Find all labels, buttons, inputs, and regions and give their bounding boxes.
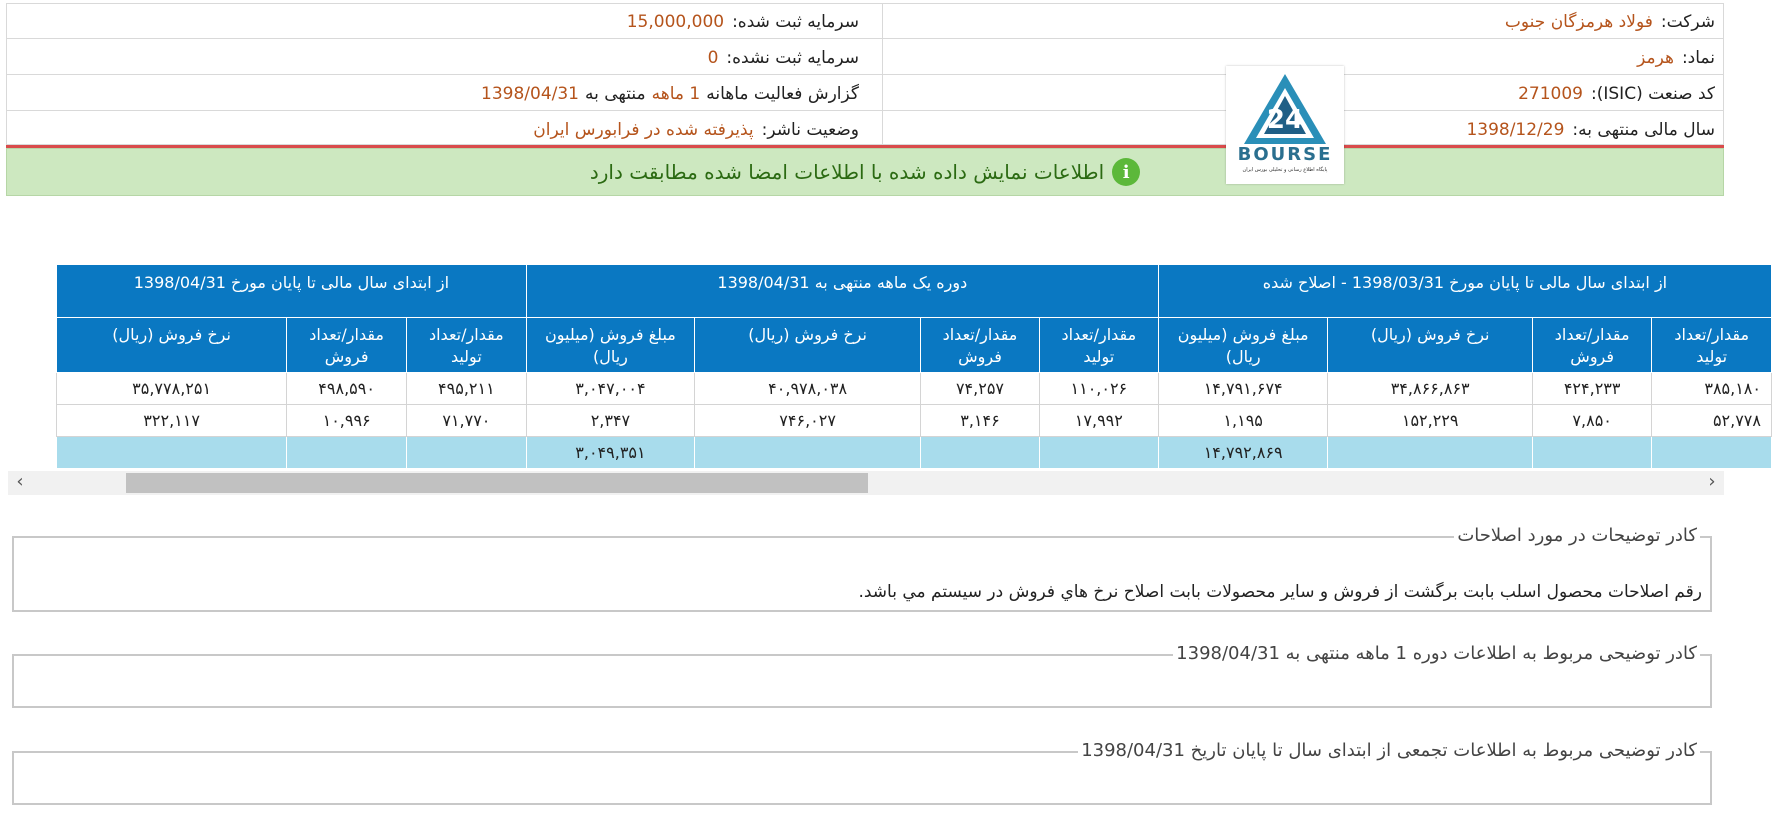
- table-cell: ۴۹۵,۲۱۱: [407, 373, 527, 405]
- fiscal-year-label: سال مالی منتهی به:: [1572, 119, 1715, 140]
- corrections-notes-box: [12, 525, 1712, 612]
- scrollbar-thumb[interactable]: [126, 473, 868, 493]
- total-cell: [1532, 437, 1652, 469]
- col-header: مقدار/تعداد تولید: [407, 318, 527, 373]
- table-cell: ۳۲۲,۱۱۷: [57, 405, 287, 437]
- publisher-status-label: وضعیت ناشر:: [761, 119, 859, 140]
- table-cell: ۳,۱۴۶: [921, 405, 1040, 437]
- table-row: [57, 405, 1772, 437]
- total-cell: [57, 437, 287, 469]
- total-cell: ۳,۰۴۹,۳۵۱: [526, 437, 694, 469]
- totals-row: [57, 437, 1772, 469]
- col-header: نرخ فروش (ریال): [695, 318, 921, 373]
- bourse-logo: [1226, 66, 1344, 184]
- corrections-notes-text: رقم اصلاحات محصول اسلب بابت برگشت از فروش و سایر محصولات بابت اصلاح نرخ هاي فروش در سيستم مي باشد.: [858, 582, 1702, 602]
- table-horizontal-scrollbar[interactable]: [8, 471, 1724, 495]
- company-cell: [1505, 4, 1715, 39]
- table-cell: ۳۴,۸۶۶,۸۶۳: [1328, 373, 1532, 405]
- table-cell: ۷۴,۲۵۷: [921, 373, 1040, 405]
- table-cell: ۳,۰۴۷,۰۰۴: [526, 373, 694, 405]
- unregistered-capital-cell: [708, 40, 859, 75]
- total-cell: ۱۴,۷۹۲,۸۶۹: [1158, 437, 1328, 469]
- table-cell: ۱۷,۹۹۲: [1039, 405, 1158, 437]
- table-cell: ۵۲,۷۷۸: [1652, 405, 1772, 437]
- table-cell: ۴۹۸,۵۹۰: [287, 373, 407, 405]
- table-cell: ۱۱۰,۰۲۶: [1039, 373, 1158, 405]
- registered-capital-label: سرمایه ثبت شده:: [732, 11, 859, 32]
- signature-match-notice: [6, 148, 1724, 196]
- unregistered-capital-value: 0: [707, 47, 719, 68]
- table-cell: ۱۴,۷۹۱,۶۷۴: [1158, 373, 1328, 405]
- report-title-period: 1 ماهه: [651, 83, 701, 104]
- bourse-logo-subtitle: پایگاه اطلاع رسانی و تحلیلی بورس ایران: [1242, 167, 1328, 173]
- col-header: مقدار/تعداد فروش: [921, 318, 1040, 373]
- notice-text: اطلاعات نمایش داده شده با اطلاعات امضا شده مطابقت دارد: [589, 160, 1105, 184]
- info-row-fiscal-year: [7, 112, 1723, 147]
- group-header-row: [57, 265, 1772, 318]
- total-cell: [921, 437, 1040, 469]
- total-cell: [407, 437, 527, 469]
- sub-header-row: [57, 318, 1772, 373]
- table-cell: ۳۵,۷۷۸,۲۵۱: [57, 373, 287, 405]
- col-header: نرخ فروش (ریال): [1328, 318, 1532, 373]
- symbol-cell: [1637, 40, 1715, 75]
- total-cell: [287, 437, 407, 469]
- isic-value: 271009: [1518, 83, 1583, 104]
- scroll-right-arrow-icon[interactable]: ›: [1708, 471, 1716, 492]
- corrections-notes-legend: کادر توضیحات در مورد اصلاحات: [1454, 525, 1700, 546]
- company-value: فولاد هرمزگان جنوب: [1504, 11, 1653, 32]
- col-header: نرخ فروش (ریال): [57, 318, 287, 373]
- table-cell: ۴۰,۹۷۸,۰۳۸: [695, 373, 921, 405]
- group-header-3: از ابتدای سال مالی تا پایان مورخ 1398/04/31: [57, 265, 527, 318]
- col-header: مبلغ فروش (میلیون ریال): [526, 318, 694, 373]
- report-title-mid: منتهی به: [585, 83, 646, 104]
- monthly-period-notes-legend: کادر توضیحی مربوط به اطلاعات دوره 1 ماهه منتهی به 1398/04/31: [1173, 643, 1700, 664]
- registered-capital-value: 15,000,000: [626, 11, 725, 32]
- table-cell: ۳۸۵,۱۸۰: [1652, 373, 1772, 405]
- table-cell: ۱۵۲,۲۲۹: [1328, 405, 1532, 437]
- bourse-logo-mark: [1226, 66, 1344, 146]
- table-cell: ۲,۳۴۷: [526, 405, 694, 437]
- isic-label: کد صنعت (ISIC):: [1591, 83, 1715, 104]
- col-header: مقدار/تعداد تولید: [1039, 318, 1158, 373]
- publisher-status-cell: [533, 112, 859, 147]
- col-header: مبلغ فروش (میلیون ریال): [1158, 318, 1328, 373]
- unregistered-capital-label: سرمایه ثبت نشده:: [726, 47, 859, 68]
- info-icon: i: [1112, 158, 1140, 186]
- table-cell: ۱,۱۹۵: [1158, 405, 1328, 437]
- company-info-panel: [6, 3, 1724, 145]
- table-cell: ۷۱,۷۷۰: [407, 405, 527, 437]
- fiscal-year-value: 1398/12/29: [1466, 119, 1565, 140]
- registered-capital-cell: [627, 4, 859, 39]
- info-row-company: [7, 4, 1723, 39]
- symbol-value: هرمز: [1637, 47, 1674, 68]
- group-header-1: از ابتدای سال مالی تا پایان مورخ 1398/03/31 - اصلاح شده: [1158, 265, 1771, 318]
- cumulative-notes-legend: کادر توضیحی مربوط به اطلاعات تجمعی از ابتدای سال تا پایان تاریخ 1398/04/31: [1078, 740, 1700, 761]
- col-header: مقدار/تعداد فروش: [287, 318, 407, 373]
- company-label: شرکت:: [1660, 11, 1715, 32]
- report-title-date: 1398/04/31: [481, 83, 579, 104]
- fiscal-year-cell: [1466, 112, 1715, 147]
- scroll-left-arrow-icon[interactable]: ‹: [16, 471, 24, 492]
- table-cell: ۴۲۴,۲۳۳: [1532, 373, 1652, 405]
- group-header-2: دوره یک ماهه منتهی به 1398/04/31: [526, 265, 1158, 318]
- total-cell: [695, 437, 921, 469]
- sales-table: [56, 264, 1772, 469]
- col-header: مقدار/تعداد فروش: [1532, 318, 1652, 373]
- sales-table-viewport: [8, 264, 1761, 471]
- report-title: [481, 76, 859, 111]
- total-cell: [1039, 437, 1158, 469]
- table-row: [57, 373, 1772, 405]
- publisher-status-value: پذیرفته شده در فرابورس ایران: [533, 119, 754, 140]
- report-title-prefix: گزارش فعالیت ماهانه: [706, 83, 859, 104]
- table-cell: ۱۰,۹۹۶: [287, 405, 407, 437]
- info-row-isic: [7, 76, 1723, 111]
- total-cell: [1652, 437, 1772, 469]
- info-row-symbol: [7, 40, 1723, 75]
- table-cell: ۷۴۶,۰۲۷: [695, 405, 921, 437]
- table-cell: ۷,۸۵۰: [1532, 405, 1652, 437]
- col-header: مقدار/تعداد تولید: [1652, 318, 1772, 373]
- svg-text:24: 24: [1266, 105, 1304, 135]
- cumulative-notes-box: [12, 740, 1712, 805]
- monthly-period-notes-box: [12, 643, 1712, 708]
- total-cell: [1328, 437, 1532, 469]
- symbol-label: نماد:: [1681, 47, 1715, 68]
- isic-cell: [1518, 76, 1715, 111]
- bourse-logo-text: BOURSE: [1237, 144, 1333, 165]
